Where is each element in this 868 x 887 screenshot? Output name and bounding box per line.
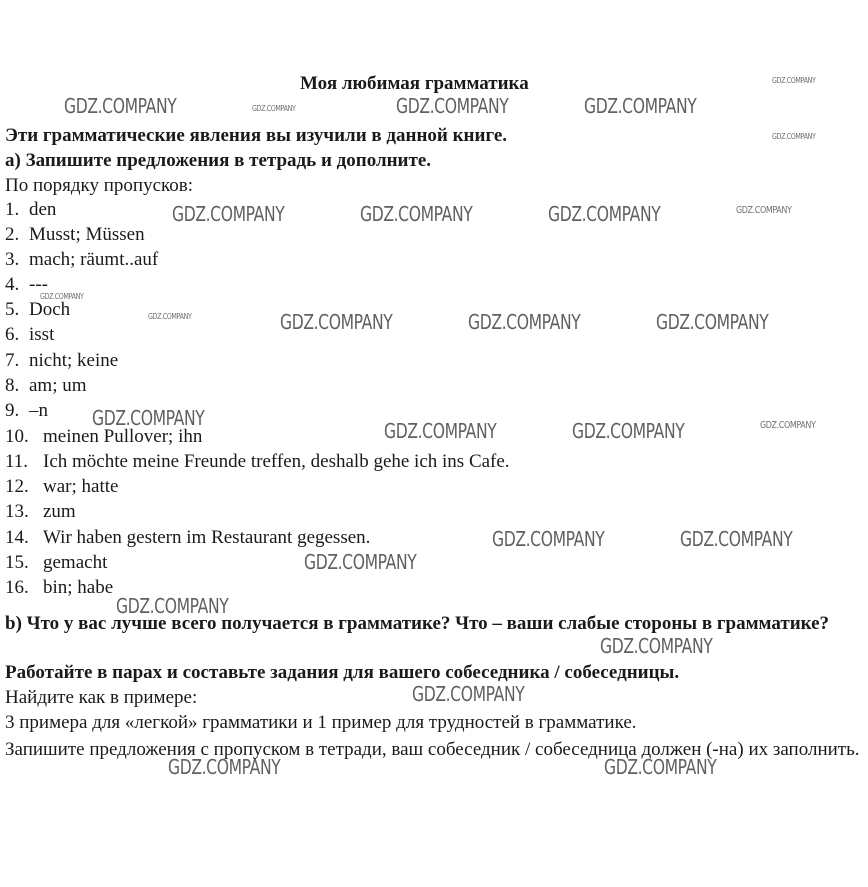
watermark: GDZ.COMPANY: [492, 527, 605, 551]
examples-line: 3 примера для «легкой» грамматики и 1 пример для трудностей в грамматике.: [5, 712, 637, 733]
answer-number: 5.: [5, 299, 20, 320]
answer-number: 3.: [5, 249, 20, 270]
answer-item: [5, 552, 107, 574]
answer-text: zum: [43, 501, 76, 522]
watermark: GDZ.COMPANY: [252, 104, 296, 113]
answer-number: 16.: [5, 577, 29, 598]
watermark: GDZ.COMPANY: [772, 132, 816, 141]
answer-number: 9.: [5, 400, 20, 421]
watermark: GDZ.COMPANY: [360, 202, 473, 226]
answer-number: 4.: [5, 274, 20, 295]
answer-item: [5, 375, 87, 397]
answer-item: [5, 324, 54, 346]
watermark: GDZ.COMPANY: [304, 550, 417, 574]
watermark: GDZ.COMPANY: [116, 594, 229, 618]
answer-text: den: [29, 199, 57, 220]
answer-text: isst: [29, 324, 55, 345]
watermark: GDZ.COMPANY: [760, 420, 816, 431]
answer-number: 15.: [5, 552, 29, 573]
watermark: GDZ.COMPANY: [600, 634, 713, 658]
answer-item: [5, 199, 56, 221]
watermark: GDZ.COMPANY: [604, 755, 717, 779]
answer-text: –n: [29, 400, 48, 421]
watermark: GDZ.COMPANY: [548, 202, 661, 226]
watermark: GDZ.COMPANY: [680, 527, 793, 551]
watermark: GDZ.COMPANY: [172, 202, 285, 226]
answer-text: war; hatte: [43, 476, 119, 497]
watermark: GDZ.COMPANY: [656, 310, 769, 334]
answer-text: bin; habe: [43, 577, 114, 598]
answer-text: nicht; keine: [29, 350, 119, 371]
answer-number: 11.: [5, 451, 29, 472]
answer-text: am; um: [29, 375, 87, 396]
watermark: GDZ.COMPANY: [584, 94, 697, 118]
find-example-text: Найдите как в примере:: [5, 687, 198, 708]
answer-item: [5, 350, 118, 372]
order-label: По порядку пропусков:: [5, 175, 194, 196]
answer-text: Wir haben gestern im Restaurant gegessen.: [43, 527, 371, 548]
answer-number: 12.: [5, 476, 29, 497]
watermark: GDZ.COMPANY: [92, 406, 205, 430]
answer-item: [5, 501, 76, 523]
watermark: GDZ.COMPANY: [384, 419, 497, 443]
task-a-heading: а) Запишите предложения в тетрадь и дополните.: [5, 150, 432, 171]
answer-number: 7.: [5, 350, 20, 371]
answer-number: 14.: [5, 527, 29, 548]
task-b-heading: b) Что у вас лучше всего получается в грамматике? Что – ваши слабые стороны в грамматике?: [5, 613, 830, 634]
watermark: GDZ.COMPANY: [572, 419, 685, 443]
answer-number: 2.: [5, 224, 20, 245]
answer-item: [5, 451, 510, 473]
watermark: GDZ.COMPANY: [736, 205, 792, 216]
watermark: GDZ.COMPANY: [148, 312, 192, 321]
answer-text: mach; räumt..auf: [29, 249, 159, 270]
answer-item: [5, 299, 70, 321]
page-title: Моя любимая грамматика: [300, 73, 529, 94]
answer-number: 6.: [5, 324, 20, 345]
answer-text: Musst; Müssen: [29, 224, 145, 245]
answer-item: [5, 400, 48, 422]
answer-number: 13.: [5, 501, 29, 522]
answer-number: 10.: [5, 426, 29, 447]
answer-text: Ich möchte meine Freunde treffen, deshalb gehe ich ins Cafe.: [43, 451, 510, 472]
answer-text: ---: [29, 274, 48, 295]
answer-item: [5, 527, 370, 549]
watermark: GDZ.COMPANY: [396, 94, 509, 118]
intro-text: Эти грамматические явления вы изучили в данной книге.: [5, 125, 508, 146]
answer-item: [5, 577, 113, 599]
answer-text: meinen Pullover; ihn: [43, 426, 203, 447]
answer-number: 1.: [5, 199, 20, 220]
watermark: GDZ.COMPANY: [412, 682, 525, 706]
answer-item: [5, 249, 158, 271]
watermark: GDZ.COMPANY: [168, 755, 281, 779]
answer-text: gemacht: [43, 552, 108, 573]
write-instruction: Запишите предложения с пропуском в тетради, ваш собеседник / собеседница должен (-на) их заполнить.: [5, 739, 860, 760]
answer-number: 8.: [5, 375, 20, 396]
watermark: GDZ.COMPANY: [40, 292, 84, 301]
watermark: GDZ.COMPANY: [468, 310, 581, 334]
watermark: GDZ.COMPANY: [280, 310, 393, 334]
watermark: GDZ.COMPANY: [64, 94, 177, 118]
watermark: GDZ.COMPANY: [772, 76, 816, 85]
answer-text: Doch: [29, 299, 71, 320]
pair-work-text: Работайте в парах и составьте задания для вашего собеседника / собеседницы.: [5, 662, 680, 683]
answer-item: [5, 224, 145, 246]
answer-item: [5, 476, 118, 498]
